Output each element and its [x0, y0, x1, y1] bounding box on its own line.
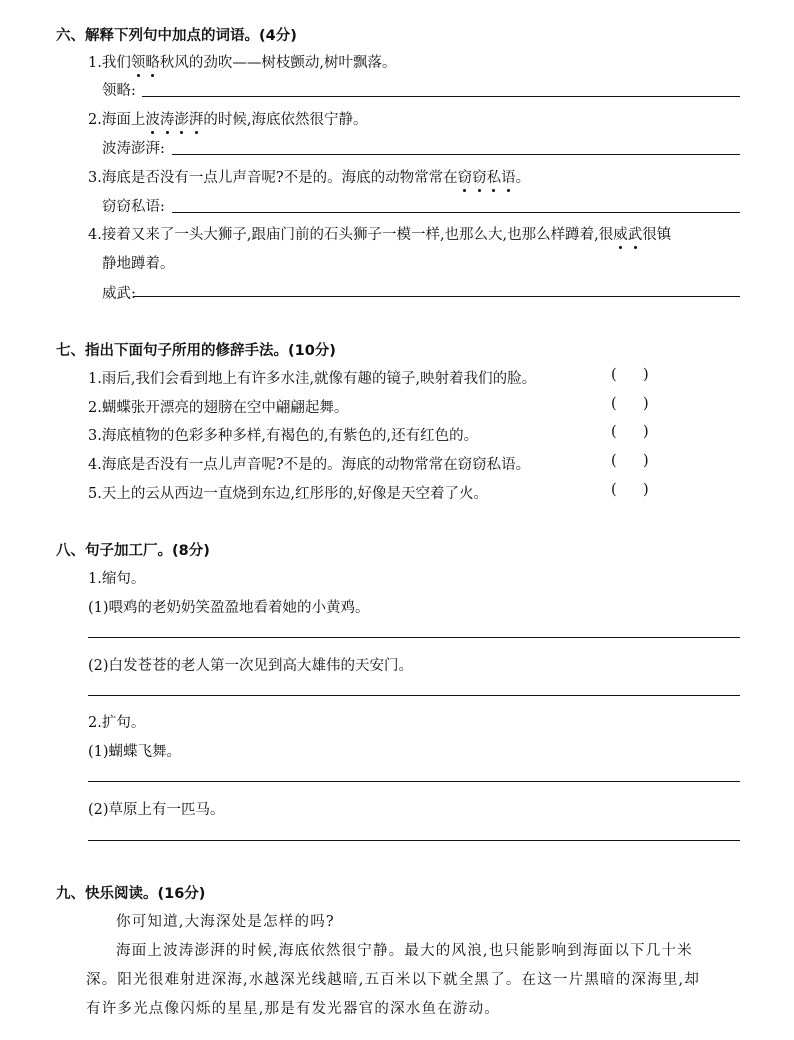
bracket-open: ( [611, 482, 617, 498]
question-6-4 [88, 223, 671, 244]
part-condense-title: 1.缩句。 [88, 571, 146, 587]
part-expand-title: 2.扩句。 [88, 715, 146, 731]
bracket-close: ) [643, 367, 649, 383]
emphasis-dot-char: 窃 [458, 166, 473, 187]
q6-4-dotted-word [613, 227, 642, 243]
rhetoric-item-5: 5.天上的云从西边一直烧到东边,红彤彤的,好像是天空着了火。 [88, 486, 489, 502]
q6-2-dotted-word [145, 112, 203, 128]
q6-4-text-b: 很镇 [642, 227, 672, 243]
emphasis-dot-char: 语 [501, 166, 516, 187]
q6-3-text-b: 。 [515, 170, 531, 186]
answer-label-6-3: 窃窃私语: [102, 199, 165, 215]
condense-item-2: (2)白发苍苍的老人第一次见到高大雄伟的天安门。 [88, 658, 414, 674]
rhetoric-item-4: 4.海底是否没有一点儿声音呢?不是的。海底的动物常常在窃窃私语。 [88, 457, 531, 473]
q6-4-dotted-text [613, 227, 642, 243]
q6-1-dotted-word [131, 55, 160, 71]
answer-line-6-4[interactable] [134, 296, 740, 297]
q6-1-text-a: 1.我们 [88, 55, 131, 71]
q6-2-text-a: 2.海面上 [88, 112, 146, 128]
q6-1-dotted-text [131, 55, 160, 71]
emphasis-dot-char: 窃 [472, 166, 487, 187]
emphasis-dot-char: 澎 [174, 108, 189, 129]
emphasis-dot-char: 领 [131, 51, 146, 72]
question-6-3 [88, 166, 530, 187]
bracket-open: ( [611, 396, 617, 412]
question-6-4-line2: 静地蹲着。 [102, 256, 175, 272]
section-7-title: 七、指出下面句子所用的修辞手法。(10分) [56, 343, 336, 359]
section-9-title: 九、快乐阅读。(16分) [56, 886, 206, 902]
q6-2-dotted-text [145, 112, 203, 128]
emphasis-dot-char: 涛 [160, 108, 175, 129]
q6-1-text-b: 秋风的劲吹——树枝颤动,树叶飘落。 [159, 55, 397, 71]
answer-line-6-1[interactable] [142, 96, 740, 97]
answer-label-6-4: 威武: [102, 286, 136, 302]
rhetoric-item-1: 1.雨后,我们会看到地上有许多水洼,就像有趣的镜子,映射着我们的脸。 [88, 371, 537, 387]
q6-3-text-a: 3.海底是否没有一点儿声音呢?不是的。海底的动物常常在 [88, 170, 458, 186]
answer-line-8-1-1[interactable] [88, 637, 740, 638]
emphasis-dot-char: 武 [628, 223, 643, 244]
bracket-open: ( [611, 367, 617, 383]
emphasis-dot-char: 湃 [189, 108, 204, 129]
bracket-close: ) [643, 482, 649, 498]
q6-2-text-b: 的时候,海底依然很宁静。 [203, 112, 368, 128]
rhetoric-item-2: 2.蝴蝶张开漂亮的翅膀在空中翩翩起舞。 [88, 400, 349, 416]
reading-line-2: 海面上波涛澎湃的时候,海底依然很宁静。最大的风浪,也只能影响到海面以下几十米 [116, 943, 693, 959]
section-6-title: 六、解释下列句中加点的词语。(4分) [56, 28, 297, 44]
emphasis-dot-char: 威 [613, 223, 628, 244]
answer-label-6-1: 领略: [102, 83, 136, 99]
q6-4-text-a: 4.接着又来了一头大狮子,跟庙门前的石头狮子一模一样,也那么大,也那么样蹲着,很 [88, 227, 614, 243]
rhetoric-item-3: 3.海底植物的色彩多种多样,有褐色的,有紫色的,还有红色的。 [88, 428, 479, 444]
emphasis-dot-char: 波 [145, 108, 160, 129]
answer-line-8-1-2[interactable] [88, 695, 740, 696]
bracket-close: ) [643, 396, 649, 412]
expand-item-1: (1)蝴蝶飞舞。 [88, 744, 182, 760]
bracket-open: ( [611, 453, 617, 469]
answer-label-6-2: 波涛澎湃: [102, 141, 165, 157]
section-8-title: 八、句子加工厂。(8分) [56, 543, 210, 559]
reading-line-3: 深。阳光很难射进深海,水越深光线越暗,五百米以下就全黑了。在这一片黑暗的深海里,却 [86, 972, 701, 988]
reading-line-4: 有许多光点像闪烁的星星,那是有发光器官的深水鱼在游动。 [86, 1001, 501, 1017]
question-6-2 [88, 108, 367, 129]
answer-line-8-2-1[interactable] [88, 781, 740, 782]
bracket-close: ) [643, 424, 649, 440]
answer-line-6-3[interactable] [172, 212, 740, 213]
reading-line-1: 你可知道,大海深处是怎样的吗? [116, 914, 335, 930]
emphasis-dot-char: 略 [145, 51, 160, 72]
condense-item-1: (1)喂鸡的老奶奶笑盈盈地看着她的小黄鸡。 [88, 600, 370, 616]
bracket-close: ) [643, 453, 649, 469]
answer-line-8-2-2[interactable] [88, 840, 740, 841]
expand-item-2: (2)草原上有一匹马。 [88, 802, 225, 818]
q6-3-dotted-text [458, 170, 516, 186]
q6-3-dotted-word [458, 170, 516, 186]
question-6-1 [88, 51, 396, 72]
answer-line-6-2[interactable] [172, 154, 740, 155]
emphasis-dot-char: 私 [487, 166, 502, 187]
bracket-open: ( [611, 424, 617, 440]
